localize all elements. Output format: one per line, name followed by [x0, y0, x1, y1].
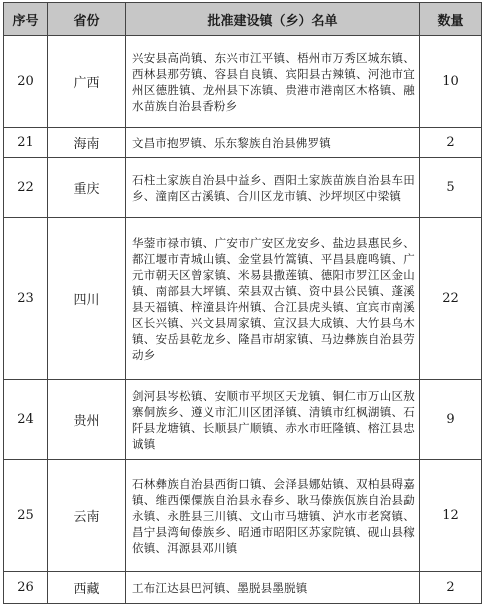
table-row: [4, 128, 482, 158]
row-town-list: 工布江达县巴河镇、墨脱县墨脱镇: [126, 572, 420, 604]
table-header-row: [4, 3, 482, 36]
row-town-list: 兴安县高尚镇、东兴市江平镇、梧州市万秀区城东镇、西林县那劳镇、容县自良镇、宾阳县古辣镇、河池市宜州区德胜镇、龙州县下冻镇、贵港市港南区木格镇、融水苗族自治县香粉乡: [126, 36, 420, 128]
row-no: 21: [4, 128, 48, 158]
row-province: 西藏: [48, 572, 126, 604]
row-town-list: 文昌市抱罗镇、乐东黎族自治县佛罗镇: [126, 128, 420, 158]
row-no: 20: [4, 36, 48, 128]
row-count: 2: [420, 128, 482, 158]
row-town-list: 剑河县岑松镇、安顺市平坝区天龙镇、铜仁市万山区敖寨侗族乡、遵义市汇川区团泽镇、清镇市红枫湖镇、石阡县龙塘镇、长顺县广顺镇、赤水市旺隆镇、榕江县忠诚镇: [126, 380, 420, 460]
row-count: 2: [420, 572, 482, 604]
row-no: 24: [4, 380, 48, 460]
row-town-list: 石林彝族自治县西街口镇、会泽县娜姑镇、双柏县碍嘉镇、维西傈僳族自治县永春乡、耿马傣族佤族自治县勐永镇、永胜县三川镇、文山市马塘镇、泸水市老窝镇、昌宁县湾甸傣族乡、昭通市昭阳区苏家院镇、砚山县稼依镇、洱源县邓川镇: [126, 460, 420, 572]
table-row: [4, 380, 482, 460]
header-province: 省份: [48, 3, 126, 36]
row-province: 贵州: [48, 380, 126, 460]
row-town-list: 石柱土家族自治县中益乡、酉阳土家族苗族自治县车田乡、潼南区古溪镇、合川区龙市镇、沙坪坝区中梁镇: [126, 158, 420, 218]
header-no: 序号: [4, 3, 48, 36]
row-town-list: 华蓥市禄市镇、广安市广安区龙安乡、盐边县惠民乡、都江堰市青城山镇、金堂县竹篙镇、平昌县鹿鸣镇、广元市朝天区曾家镇、米易县撒莲镇、德阳市罗江区金山镇、南部县大坪镇、荣县双古镇、资中县公民镇、蓬溪县天福镇、梓潼县许州镇、合江县虎头镇、宜宾市南溪区长兴镇、兴文县周家镇、宣汉县大成镇、大竹县乌木镇、安岳县乾龙乡、隆昌市胡家镇、马边彝族自治县劳动乡: [126, 218, 420, 380]
row-count: 5: [420, 158, 482, 218]
row-count: 10: [420, 36, 482, 128]
header-count: 数量: [420, 3, 482, 36]
table-row: [4, 460, 482, 572]
row-no: 25: [4, 460, 48, 572]
table-row: [4, 218, 482, 380]
row-count: 22: [420, 218, 482, 380]
row-province: 重庆: [48, 158, 126, 218]
table-row: [4, 158, 482, 218]
header-list: 批准建设镇（乡）名单: [126, 3, 420, 36]
row-province: 四川: [48, 218, 126, 380]
row-province: 云南: [48, 460, 126, 572]
table-row: [4, 572, 482, 604]
row-no: 22: [4, 158, 48, 218]
row-count: 12: [420, 460, 482, 572]
row-no: 23: [4, 218, 48, 380]
row-no: 26: [4, 572, 48, 604]
row-count: 9: [420, 380, 482, 460]
row-province: 海南: [48, 128, 126, 158]
town-list-table: [3, 2, 482, 604]
row-province: 广西: [48, 36, 126, 128]
table-row: [4, 36, 482, 128]
